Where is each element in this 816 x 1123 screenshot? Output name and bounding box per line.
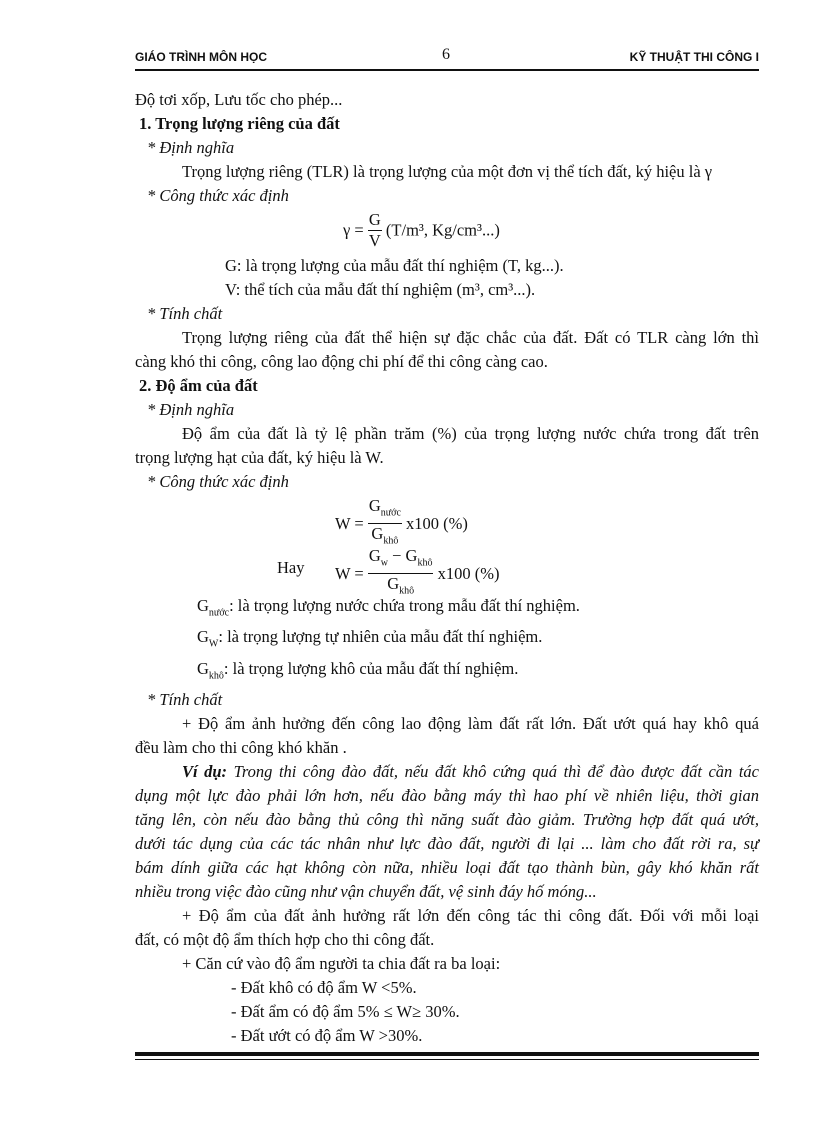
fraction-numerator: $G_{nước}$ bbox=[368, 496, 402, 524]
symbol-definition: $G_W$: là trọng lượng tự nhiên của mẫu đất thí nghiệm. bbox=[197, 627, 543, 650]
s2-definition-line: trọng lượng hạt của đất, ký hiệu là W. bbox=[135, 448, 384, 467]
s2-paragraph-line: + Độ ẩm ảnh hưởng đến công lao động làm đất rất lớn. Đất ướt quá hay khô quá bbox=[182, 713, 759, 733]
footer-rule-thick bbox=[135, 1052, 759, 1056]
s2-formula-label: * Công thức xác định bbox=[147, 472, 289, 491]
s2-definition-line: Độ ẩm của đất là tỷ lệ phần trăm (%) của trọng lượng nước chứa trong đất trên bbox=[182, 424, 759, 443]
section-2-title: 2. Độ ẩm của đất bbox=[139, 376, 258, 395]
page-body bbox=[135, 88, 759, 1048]
s1-v-definition: V: thể tích của mẫu đất thí nghiệm (m³, cm³...). bbox=[225, 280, 536, 299]
symbol-definition: $G_{nước}$: là trọng lượng nước chứa trong mẫu đất thí nghiệm. bbox=[197, 596, 580, 619]
fraction-numerator: $G_w - G_{khô}$ bbox=[368, 546, 434, 574]
example-line: Ví dụ: Trong thi công đào đất, nếu đất khô cứng quá thì để đào được đất cần tác bbox=[182, 761, 760, 781]
section-1-title: 1. Trọng lượng riêng của đất bbox=[139, 114, 340, 133]
list-item: - Đất khô có độ ẩm W <5%. bbox=[231, 977, 417, 997]
fraction-denominator: V bbox=[368, 231, 381, 250]
s1-definition-label: * Định nghĩa bbox=[147, 138, 235, 157]
formula-lhs: γ = bbox=[343, 220, 364, 240]
formula-lhs: W = bbox=[335, 513, 364, 533]
s2-paragraph-line: đất, có một độ ẩm thích hợp cho thi công đất. bbox=[135, 929, 435, 949]
example-line: tăng lên, còn nếu đào bằng thủ công thì năng suất đào giảm. Trường hợp đất quá ướt, bbox=[135, 809, 759, 829]
s1-formula-label: * Công thức xác định bbox=[147, 186, 289, 205]
s1-formula bbox=[135, 208, 759, 254]
s2-paragraph-line: + Căn cứ vào độ ẩm người ta chia đất ra ba loại: bbox=[182, 953, 501, 973]
s2-formula-2 bbox=[135, 544, 759, 597]
s1-property-label: * Tính chất bbox=[147, 304, 223, 323]
formula-tail: x100 (%) bbox=[406, 513, 468, 533]
s1-g-definition: G: là trọng lượng của mẫu đất thí nghiệm (T, kg...). bbox=[225, 256, 564, 275]
s2-paragraph-line: đều làm cho thi công khó khăn . bbox=[135, 737, 347, 757]
header-subject: KỸ THUẬT THI CÔNG I bbox=[629, 50, 759, 64]
intro-line: Độ tơi xốp, Lưu tốc cho phép... bbox=[135, 90, 343, 109]
page-number: 6 bbox=[442, 46, 450, 63]
s1-property-line: càng khó thi công, công lao động chi phí để thi công càng cao. bbox=[135, 352, 548, 371]
formula-units: (T/m³, Kg/cm³...) bbox=[385, 220, 500, 240]
hay-label: Hay bbox=[277, 558, 305, 577]
example-line: dụng một lực đào phải lớn hơn, nếu đào bằng máy thì hao phí về nhiên liệu, thời gian bbox=[135, 785, 759, 805]
page-header bbox=[135, 48, 759, 68]
fraction-numerator: G bbox=[368, 210, 381, 229]
formula-fraction bbox=[368, 546, 434, 602]
list-item: - Đất ướt có độ ẩm W >30%. bbox=[231, 1025, 423, 1045]
s2-definition-label: * Định nghĩa bbox=[147, 400, 235, 419]
symbol-definition: $G_{khô}$: là trọng lượng khô của mẫu đất thí nghiệm. bbox=[197, 658, 519, 681]
s2-formula-1 bbox=[135, 494, 759, 547]
formula-tail: x100 (%) bbox=[437, 563, 500, 583]
fraction-denominator: $G_{khô}$ bbox=[371, 524, 399, 547]
header-rule bbox=[135, 69, 759, 71]
s1-property-line: Trọng lượng riêng của đất thể hiện sự đặc chắc của đất. Đất có TLR càng lớn thì bbox=[182, 328, 759, 347]
fraction-denominator: $G_{khô}$ bbox=[387, 574, 415, 597]
footer-rule-thin bbox=[135, 1059, 759, 1060]
list-item: - Đất ẩm có độ ẩm 5% ≤ W≥ 30%. bbox=[231, 1001, 460, 1021]
header-course-title: GIÁO TRÌNH MÔN HỌC bbox=[135, 50, 267, 64]
example-line: bám dính giữa các hạt không còn nữa, nhiều loại đất tạo thành bùn, gây khó khăn rất bbox=[135, 857, 759, 877]
s2-property-label: * Tính chất bbox=[147, 689, 223, 709]
formula-fraction bbox=[368, 210, 382, 251]
s1-definition-text: Trọng lượng riêng (TLR) là trọng lượng của một đơn vị thể tích đất, ký hiệu là γ bbox=[182, 162, 713, 181]
example-line: dưới tác dụng của các tác nhân như lực đào đất, người đi lại ... làm cho đất rời ra, sự bbox=[135, 833, 759, 853]
example-label: Ví dụ: bbox=[182, 761, 228, 781]
s2-paragraph-line: + Độ ẩm của đất ảnh hưởng rất lớn đến công tác thi công đất. Đối với mỗi loại bbox=[182, 905, 759, 925]
formula-lhs: W = bbox=[335, 563, 364, 583]
example-line: nhiều trong việc đào cũng như vận chuyển đất, vệ sinh đáy hố móng... bbox=[135, 881, 597, 901]
